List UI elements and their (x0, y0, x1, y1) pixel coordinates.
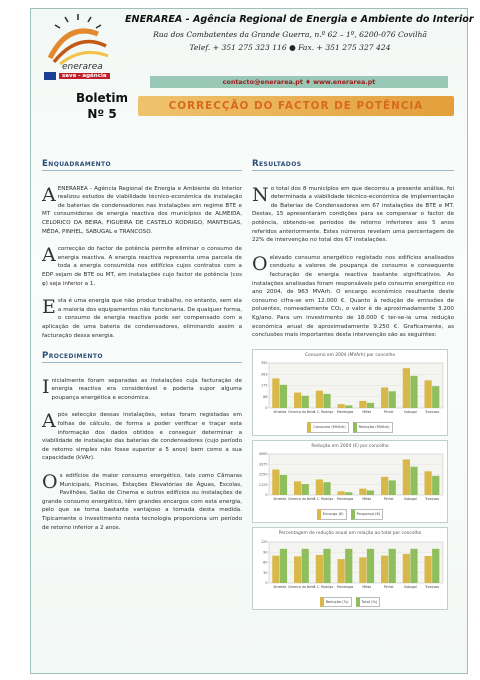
bar (280, 475, 287, 495)
y-tick-label: 1125 (258, 483, 268, 488)
bar (316, 391, 323, 408)
y-tick-label: 4500 (258, 452, 268, 457)
bar (272, 555, 279, 582)
paragraph-text: sta é uma energia que não produz trabalho, no entanto, sem ela a maioria dos equipamentos não funcionaria. De qualquer forma, o consumo de energia reactiva pode ser compensado com a aplicação de uma bateria de condensadores, eliminando assim a facturação dessa energia. (42, 298, 242, 339)
phone-fax: Telef. + 351 275 323 116 ● Fax. + 351 275 327 424 (189, 43, 391, 52)
drop-cap: E (42, 296, 56, 319)
bar (359, 489, 366, 495)
paragraph-text: pós selecção dessas instalações, estas foram registadas em folhas de cálculo, de forma a poder verificar e traçar esta informação dos dados obtidos e conseguir determinar a viabilidade de instalação das baterias de condensadores (cujo período de retorno simples não fosse superior a 5 anos) bem como a sua capacidade (kVAr). (42, 412, 242, 462)
bar (425, 556, 432, 583)
x-tick-label: Celorico da Beira (288, 584, 316, 589)
y-tick-label: 350 (261, 361, 268, 366)
x-tick-label: Sabugal (403, 410, 417, 415)
y-tick-label: 0 (265, 406, 268, 411)
bar (432, 386, 439, 408)
bar (403, 554, 410, 583)
bar (432, 476, 439, 495)
legend-entry: Poupança (€) (351, 509, 384, 520)
x-tick-label: Pinhel (383, 497, 394, 502)
section-heading-resultados: Resultados (252, 160, 454, 171)
paragraph-text: correcção do factor de potência permite eliminar o consumo de energia reactiva. A energia reactiva representa uma parcela de toda a energia consumida nos edifícios cujos contratos com a EDP sejam de BTE ou MT, em instalações cujo factor de potência (cos φ) seja inferior a 1. (42, 246, 242, 287)
bar (403, 460, 410, 496)
bar (367, 403, 374, 408)
chart-legend (253, 509, 447, 522)
paragraph (42, 411, 242, 463)
bar (302, 548, 309, 582)
x-tick-label: Mêda (362, 584, 372, 589)
bar (272, 470, 279, 496)
bar (280, 548, 287, 582)
bar (302, 485, 309, 496)
paragraph (42, 377, 242, 403)
bar (294, 556, 301, 583)
bulletin-label: Boletim (76, 91, 128, 105)
bar (381, 555, 388, 582)
section-heading-procedimento: Procedimento (42, 352, 242, 363)
y-tick-label: 175 (261, 383, 268, 388)
address: Rua dos Combatentes da Grande Guerra, n.º 62 – 1º, 6200-076 Covilhã (153, 30, 427, 39)
legend-entry: Total (%) (356, 597, 381, 608)
drop-cap: N (252, 183, 269, 206)
chart-title: Percentagem de redução anual em relação ao total por concelho (278, 531, 422, 537)
results-charts (252, 349, 454, 611)
bar (345, 548, 352, 582)
bar (425, 381, 432, 409)
paragraph-text: s edifícios de maior consumo energético, tais como Câmaras Municipais, Piscinas, Estações Elevatórias de Águas, Escolas, Pavilhões, Salão de Cinema e outros edifícios ou instalações de grande consumo energético, têm grandes encargos com esta energia, pelo que se torna bastante vantajoso a tomada desta medida. Tipicamente o investimento nesta tecnologia proporciona um período de retorno inferior a 2 anos. (42, 473, 242, 531)
bar (316, 555, 323, 583)
y-tick-label: 60 (263, 560, 268, 565)
x-tick-label: F. C. Rodrigo (313, 584, 334, 589)
chart-title: Redução em 2004 (€) por concelho (311, 443, 389, 449)
drop-cap: O (42, 471, 58, 494)
bar (294, 393, 301, 408)
bar (280, 385, 287, 408)
bar (359, 557, 366, 583)
x-tick-label: Trancoso (425, 410, 440, 415)
paragraph-text: ENERAREA - Agência Regional de Energia e Ambiente do Interior realizou estudos de viabilidade técnico-económica de instalação de baterias de condensadores nas instalações em regime BTE e MT consumidoras de energia reactiva dos municípios de ALMEIDA, CELORICO DA BEIRA, FIGUEIRA DE CASTELO RODRIGO, MANTEIGAS, MÊDA, PINHEL, SABUGAL e TRANCOSO. (42, 185, 242, 235)
bar (367, 491, 374, 496)
x-tick-label: Celorico da Beira (288, 410, 316, 415)
bar (345, 493, 352, 496)
header-block (125, 14, 474, 52)
bar (381, 388, 388, 409)
bulletin-number (70, 90, 134, 122)
results-chart-1 (252, 349, 448, 436)
drop-cap: A (42, 410, 56, 433)
x-tick-label: Manteigas (336, 410, 354, 415)
x-tick-label: Trancoso (425, 584, 440, 589)
y-tick-label: 0 (265, 580, 268, 585)
bar (338, 404, 345, 408)
save-label: save - agência (59, 73, 110, 79)
x-tick-label: Trancoso (425, 497, 440, 502)
y-tick-label: 0 (265, 493, 268, 498)
paragraph-text: elevado consumo energético registado nos edifícios analisados conduziu a valores de poupança de consumo e consequente facturação de energia reactiva bastante significativos. As instalações analisadas foram responsáveis pelo consumo energético no ano 2004, de 963 MVArh. O encargo económico resultante deste consumo cifra-se em 12.000 €. Quanto à redução de emissões de poluentes, nomeadamente CO₂, o valor é de aproximadamente 3.200 Kg/ano. Para um investimento de 18.000 € ter-se-ia uma redução económica anual de aproximadamente 9.250 €. Graficamente, as conclusões mais importantes desta intervenção são as seguintes: (252, 254, 454, 339)
bar (389, 481, 396, 496)
bar (272, 379, 279, 409)
eu-flag-icon (44, 72, 56, 80)
organization-name: ENERAREA - Agência Regional de Energia e Ambiente do Interior (125, 14, 474, 25)
legend-entry: Consumo (MVArh) (307, 422, 348, 433)
x-tick-label: Mêda (362, 410, 372, 415)
results-chart-2 (252, 440, 448, 523)
bar (425, 472, 432, 496)
bar (338, 559, 345, 583)
y-tick-label: 88 (263, 395, 268, 400)
paragraph (252, 254, 454, 340)
chart-legend (253, 597, 447, 610)
bar (323, 394, 330, 408)
paragraph-text: o total dos 8 municípios em que decorreu a presente análise, foi determinada a viabilidade técnico-económica de implementação de Baterias de Condensadores em 67 instalações de BTE e MT. Destas, 15 apresentaram condições para se compensar o factor de potência, obtendo-se períodos de retorno inferiores aos 5 anos referidos anteriormente. Estes números revelam uma percentagem de 22% de intervenção no total dos 67 instalações. (252, 185, 454, 244)
y-tick-label: 120 (261, 539, 268, 544)
paragraph (252, 185, 454, 245)
paragraph-text: nicialmente foram separadas as instalações cuja facturação de energia reactiva era considerável e poderia supor alguma poupança energética e económica. (51, 377, 242, 401)
bar (323, 483, 330, 496)
chart-plot (253, 451, 447, 509)
x-tick-label: Almeida (273, 497, 287, 502)
section-heading-enquadramento: Enquadramento (42, 160, 242, 171)
bulletin-issue: Nº 5 (87, 107, 117, 121)
y-tick-label: 30 (263, 570, 268, 575)
y-tick-label: 90 (263, 550, 268, 555)
left-column (42, 160, 242, 541)
chart-title: Consumo em 2004 (MVArh) por concelho (304, 352, 396, 358)
paragraph (42, 472, 242, 532)
x-tick-label: Sabugal (403, 497, 417, 502)
y-tick-label: 263 (261, 372, 268, 377)
contact-band[interactable]: contacto@enerarea.pt ♦ www.enerarea.pt (150, 76, 448, 88)
bar (338, 492, 345, 496)
bar (294, 482, 301, 496)
y-tick-label: 3375 (258, 462, 268, 467)
drop-cap: A (42, 244, 56, 267)
bar (345, 406, 352, 409)
x-tick-label: Mêda (362, 497, 372, 502)
legend-entry: Redução (MVArh) (353, 422, 393, 433)
x-tick-label: Manteigas (336, 497, 354, 502)
x-tick-label: Sabugal (403, 584, 417, 589)
title-bar (138, 96, 454, 116)
bar (359, 401, 366, 408)
bar (432, 548, 439, 582)
x-tick-label: Manteigas (336, 584, 354, 589)
x-tick-label: Almeida (273, 410, 287, 415)
bar (389, 392, 396, 409)
bar (316, 480, 323, 495)
bar (410, 548, 417, 582)
bar (403, 368, 410, 408)
bar (367, 548, 374, 582)
save-agency-badge (44, 70, 112, 81)
bar (381, 477, 388, 495)
logo-wordmark: enerarea (62, 62, 103, 72)
paragraph (42, 185, 242, 237)
legend-entry: Redução (%) (320, 597, 352, 608)
bar (410, 376, 417, 408)
bar (323, 548, 330, 582)
paragraph (42, 245, 242, 288)
results-chart-3 (252, 527, 448, 610)
page-title: CORRECÇÃO DO FACTOR DE POTÊNCIA (168, 100, 424, 112)
drop-cap: A (42, 183, 56, 206)
x-tick-label: Almeida (273, 584, 287, 589)
x-tick-label: F. C. Rodrigo (313, 410, 334, 415)
right-column (252, 160, 454, 614)
drop-cap: I (42, 375, 50, 398)
chart-legend (253, 422, 447, 435)
bar (410, 467, 417, 495)
legend-entry: Encargo (€) (317, 509, 347, 520)
x-tick-label: F. C. Rodrigo (313, 497, 334, 502)
y-tick-label: 2250 (258, 473, 268, 478)
chart-plot (253, 539, 447, 597)
x-tick-label: Pinhel (383, 410, 394, 415)
chart-plot (253, 360, 447, 422)
paragraph (42, 297, 242, 340)
x-tick-label: Pinhel (383, 584, 394, 589)
x-tick-label: Celorico da Beira (288, 497, 316, 502)
bar (389, 548, 396, 582)
bar (302, 396, 309, 408)
drop-cap: O (252, 252, 268, 275)
